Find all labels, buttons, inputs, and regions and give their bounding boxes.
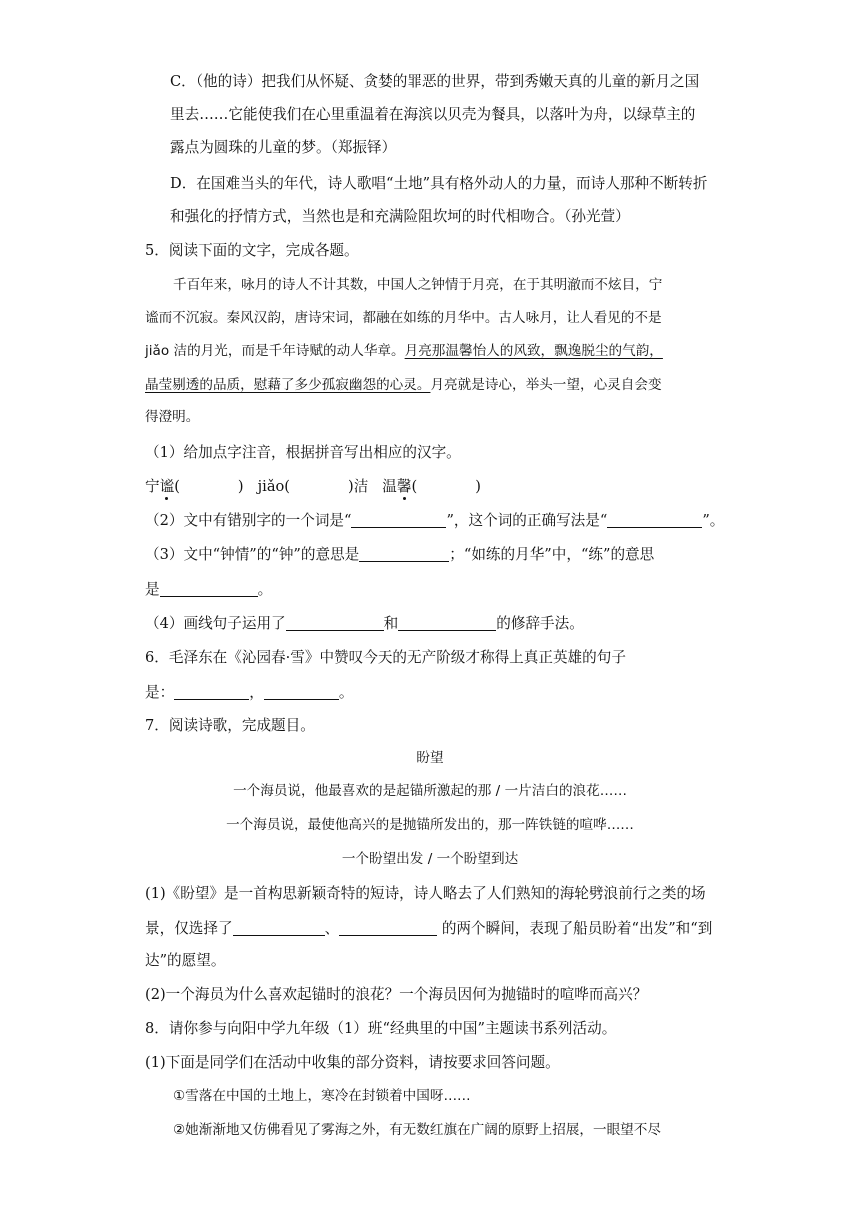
q5-sub4-text-b: 和: [383, 615, 399, 632]
poem-line1: 一个海员说，他最喜欢的是起锚所激起的那 / 一片洁白的浪花……: [233, 783, 627, 799]
paren-close-1: ): [237, 478, 244, 495]
q5-sub3-line2: [145, 582, 272, 598]
underlined-sentence-part2: 晶莹剔透的品质，慰藉了多少孤寂幽怨的心灵。: [145, 377, 431, 393]
q5-sub2: [145, 513, 724, 529]
poem-title: 盼望: [416, 750, 444, 766]
option-d-line1: D．在国难当头的年代，诗人歌唱“土地”具有格外动人的力量，而诗人那种不断转折: [170, 175, 708, 192]
pinyin-jiao: jiǎo(: [257, 478, 290, 495]
q5-sub4-text-a: （4）画线句子运用了: [145, 615, 286, 632]
paren-open-1: (: [174, 478, 180, 495]
q5-sub3-text-a: （3）文中“钟情”的“钟”的意思是: [145, 546, 360, 563]
answer-blank-wrong-word[interactable]: [351, 513, 446, 528]
q7-sub1-line1: (1)《盼望》是一首构思新颖奇特的短诗，诗人略去了人们熟知的海轮劈浪前行之类的场: [145, 885, 706, 902]
option-c-line1: C．（他的诗）把我们从怀疑、贪婪的罪恶的世界，带到秀嫩天真的儿童的新月之国: [170, 73, 700, 90]
poem-line3: 一个盼望出发 / 一个盼望到达: [341, 851, 519, 867]
q5-sub3-text-b: ；“如练的月华”中，“练”的意思: [449, 546, 655, 563]
q8-material-1: ①雪落在中国的土地上，寒冷在封锁着中国呀……: [173, 1088, 471, 1104]
option-d-line2: 和强化的抒情方式，当然也是和充满险阻坎坷的时代相吻合。（孙光萱）: [170, 208, 630, 225]
q5-passage-line4-text: 月亮就是诗心，举头一望，心灵自会变: [430, 377, 662, 393]
q5-passage-line5: 得澄明。: [145, 409, 200, 425]
q5-sub3-text-d: 。: [257, 581, 273, 598]
answer-blank-q6-1[interactable]: [174, 685, 249, 700]
q5-passage-line3-text: jiǎo 洁的月光，而是千年诗赋的动人华章。: [145, 343, 405, 359]
underlined-sentence-part1: 月亮那温馨怡人的风致，飘逸脱尘的气韵，: [404, 343, 663, 359]
q5-prompt: 5．阅读下面的文字，完成各题。: [145, 242, 359, 259]
q8-material-2: ②她渐渐地又仿佛看见了雾海之外，有无数红旗在广阔的原野上招展，一眼望不尽: [173, 1122, 661, 1138]
q7-sub1-text-c: 的两个瞬间，表现了船员盼着“出发”和“到: [437, 920, 713, 937]
answer-blank-moment-1[interactable]: [233, 921, 325, 936]
answer-blank-lian[interactable]: [160, 582, 258, 597]
dotted-char-xin: 馨: [396, 478, 412, 495]
answer-blank-correct-word[interactable]: [607, 513, 702, 528]
q6-line1: 6．毛泽东在《沁园春·雪》中赞叹今天的无产阶级才称得上真正英雄的句子: [145, 649, 626, 666]
q8-line2: (1)下面是同学们在活动中收集的部分资料，请按要求回答问题。: [145, 1054, 560, 1071]
paren-close-3: ): [475, 478, 481, 495]
char-ning: 宁: [145, 478, 160, 495]
q6-line2: [145, 685, 353, 701]
q7-sub1-text-b: 、: [324, 920, 340, 937]
q7-sub2: (2)一个海员为什么喜欢起锚时的浪花？一个海员因何为抛锚时的喧哗而高兴？: [145, 986, 648, 1003]
q5-sub4-text-c: 的修辞手法。: [496, 615, 584, 632]
paren-open-3: (: [411, 478, 418, 495]
q5-sub1-pinyin-row: [145, 480, 481, 495]
option-c-line2: 里去……它能使我们在心里重温着在海滨以贝壳为餐具，以落叶为舟，以绿草主的: [170, 106, 696, 123]
q5-passage-line4: [145, 379, 662, 393]
dotted-char-mi: 谧: [159, 478, 175, 495]
q5-sub1-prompt: （1）给加点字注音，根据拼音写出相应的汉字。: [145, 444, 461, 461]
q5-sub3-line1: [145, 547, 654, 563]
paren-close-2: )洁: [348, 478, 369, 495]
q8-line1: 8．请你参与向阳中学九年级（1）班“经典里的中国”主题读书系列活动。: [145, 1020, 617, 1037]
q5-sub2-text-a: （2）文中有错别字的一个词是“: [145, 512, 352, 529]
answer-blank-rhetoric-2[interactable]: [398, 616, 496, 631]
q7-sub1-line2: [145, 921, 712, 937]
q7-prompt: 7．阅读诗歌，完成题目。: [145, 717, 315, 734]
answer-blank-q6-2[interactable]: [264, 685, 339, 700]
poem-line2: 一个海员说，最使他高兴的是抛锚所发出的，那一阵铁链的喧哗……: [226, 817, 634, 833]
answer-blank-rhetoric-1[interactable]: [286, 616, 384, 631]
q5-passage-line3: [145, 345, 663, 359]
answer-blank-zhong[interactable]: [359, 547, 449, 562]
q5-sub4: [145, 616, 584, 632]
q5-sub3-text-c: 是: [145, 581, 160, 598]
q7-sub1-line3: 达”的愿望。: [145, 952, 226, 969]
q5-sub2-text-b: ”，这个词的正确写法是“: [446, 512, 608, 529]
q5-passage-line2: 谧而不沉寂。秦风汉韵，唐诗宋词，都融在如练的月华中。古人咏月，让人看见的不是: [145, 310, 662, 326]
q5-passage-line1: 千百年来，咏月的诗人不计其数，中国人之钟情于月亮，在于其明澈而不炫目，宁: [173, 277, 663, 293]
q6-text-c: 。: [338, 684, 354, 701]
q7-sub1-text-a: 景，仅选择了: [145, 920, 233, 937]
q6-text-a: 是：: [145, 684, 175, 701]
char-wen: 温: [382, 478, 397, 495]
q6-text-b: ，: [249, 684, 264, 701]
answer-blank-moment-2[interactable]: [339, 921, 437, 936]
option-c-line3: 露点为圆珠的儿童的梦。（郑振铎）: [170, 139, 397, 156]
q5-sub2-text-c: ”。: [702, 512, 725, 529]
